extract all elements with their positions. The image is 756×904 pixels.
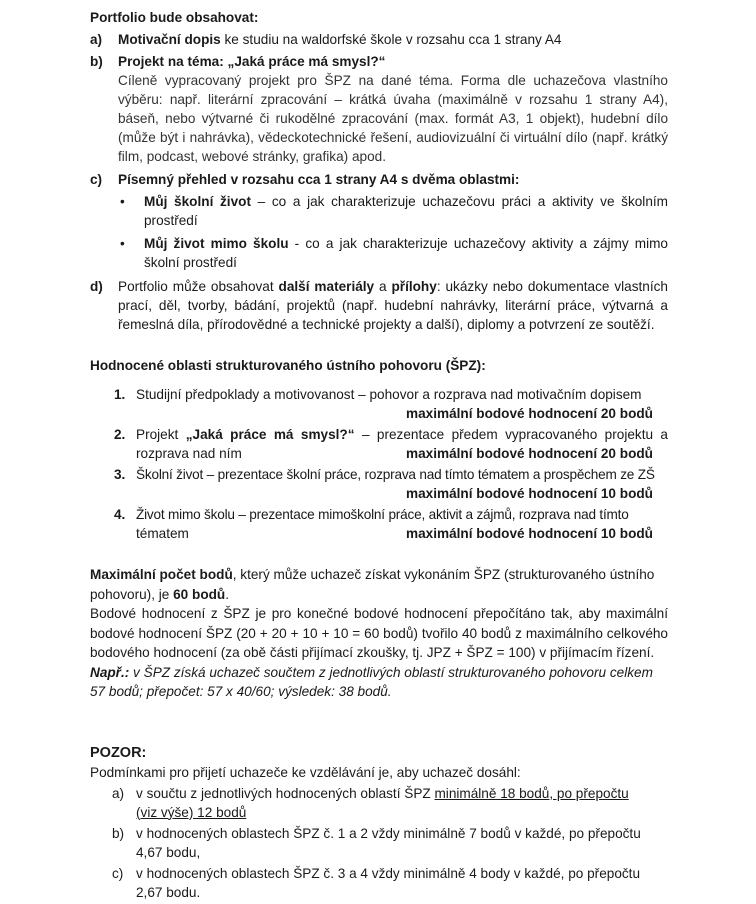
area-text: Projekt [136, 427, 186, 442]
max-points-text: , který může uchazeč získat vykonáním ŠPZ (strukturovaného ústního pohovoru), je [90, 567, 655, 602]
item-a-text: ke studiu na waldorfské škole v rozsahu cca 1 strany A4 [220, 32, 562, 47]
area-item [114, 425, 668, 463]
pozor-intro: Podmínkami pro přijetí uchazeče ke vzdělávání je, aby uchazeč dosáhl: [90, 764, 521, 780]
bullet-bold: Můj školní život [144, 194, 251, 209]
item-a-bold: Motivační dopis [118, 32, 221, 47]
item-d-text: Portfolio může obsahovat [118, 279, 279, 294]
item-b-title: Projekt na téma: „Jaká práce má smysl?“ [118, 54, 386, 69]
item-d-bold: přílohy [391, 279, 437, 294]
document-page [90, 6, 668, 902]
area-text: Školní život – prezentace školní práce, rozprava nad tímto tématem a prospěchem ze ZŠ [136, 467, 655, 482]
item-d-text: a [374, 279, 392, 294]
recalc-paragraph: Bodové hodnocení z ŠPZ je pro konečné bodové hodnocení přepočítáno tak, aby maximální bodové hodnocení ŠPZ (20 + 20 + 10 + 10 = 60 bodů) tvořilo 40 bodů z maximálního celkového bodového hodnocení (za obě části přijímací zkoušky, tj. JPZ + ŠPZ = 100) v přijímacím řízení. [90, 606, 668, 660]
areas-list [90, 385, 668, 543]
area-number: 3. [114, 467, 126, 482]
example-label: Např.: [90, 664, 130, 680]
pozor-heading: POZOR: [90, 744, 147, 761]
area-number: 1. [114, 387, 126, 402]
item-label: c) [90, 172, 103, 187]
area-score: maximální bodové hodnocení 20 bodů [406, 446, 653, 461]
bullet-icon: • [120, 194, 125, 209]
max-points-paragraph [90, 565, 668, 604]
area-score: maximální bodové hodnocení 20 bodů [406, 406, 653, 421]
portfolio-heading: Portfolio bude obsahovat: [90, 10, 259, 25]
max-points-text: . [225, 586, 230, 602]
pozor-item-label: b) [112, 825, 125, 841]
max-points-bold: 60 bodů [173, 586, 226, 602]
example-text: v ŠPZ získá uchazeč součtem z jednotlivých oblastí strukturovaného pohovoru celkem 57 bodů; přepočet: 57 x 40/60; výsledek: 38 bodů. [90, 664, 653, 699]
portfolio-item-d [90, 277, 668, 334]
portfolio-item-b [90, 52, 668, 166]
area-text: Studijní předpoklady a motivovanost – pohovor a rozprava nad motivačním dopisem [136, 387, 642, 402]
pozor-item-label: a) [112, 785, 125, 801]
pozor-item [112, 824, 668, 862]
item-label: b) [90, 54, 103, 69]
bullet-text: – co a jak charakterizuje uchazečovu práci a aktivity ve školním prostředí [144, 194, 668, 228]
portfolio-item-c [90, 170, 668, 189]
pozor-item-text: v součtu z jednotlivých hodnocených oblastí ŠPZ [136, 785, 435, 801]
area-item [114, 465, 668, 503]
area-score: maximální bodové hodnocení 10 bodů [406, 486, 653, 501]
area-number: 2. [114, 427, 126, 442]
pozor-item-label: c) [112, 865, 124, 881]
area-item [114, 385, 668, 423]
example-paragraph [90, 663, 668, 702]
item-label: a) [90, 32, 103, 47]
max-points-bold: Maximální počet bodů [90, 567, 233, 582]
bullet-text: - co a jak charakterizuje uchazečovy aktivity a zájmy mimo školní prostředí [144, 236, 668, 270]
bullet-item [118, 234, 668, 272]
item-label: d) [90, 279, 103, 294]
item-d-bold: další materiály [278, 279, 375, 294]
item-b-text: Cíleně vypracovaný projekt pro ŠPZ na dané téma. Forma dle uchazečova vlastního výběru: např. literární zpracování – krátká úvaha (maximálně v rozsahu 1 strany A4), báseň, nebo výtvarné či rukodělné zpracování (max. formát A3, 1 objekt), hudební dílo (může být i nahrávka), vědeckotechnické řešení, audiovizuální či virtuální dílo (např. krátký film, podcast, webové stránky, grafika) apod. [118, 73, 668, 164]
area-text: Život mimo školu – prezentace mimoškolní práce, aktivit a zájmů, rozprava nad tímto [136, 507, 629, 522]
bullet-item [118, 192, 668, 230]
area-text: tématem [136, 526, 189, 541]
bullet-icon: • [120, 236, 125, 251]
item-d-text: : ukázky nebo dokumentace vlastních prací, děl, tvorby, bádání, projektů (např. hudební nahrávky, literární práce, výtvarná a řemeslná díla, přírodovědné a technické projekty a další), diplomy a potvrzení ze soutěží. [118, 279, 668, 332]
item-c-title: Písemný přehled v rozsahu cca 1 strany A4 s dvěma oblastmi: [118, 172, 520, 187]
pozor-item [112, 784, 668, 822]
area-bold: „Jaká práce má smysl?“ [185, 427, 355, 442]
bullet-bold: Můj život mimo školu [144, 236, 289, 251]
area-text: rozprava nad ním [136, 446, 242, 461]
area-number: 4. [114, 507, 126, 522]
areas-heading: Hodnocené oblasti strukturovaného ústního pohovoru (ŠPZ): [90, 358, 486, 373]
pozor-item-text: v hodnocených oblastech ŠPZ č. 1 a 2 vždy minimálně 7 bodů v každé, po přepočtu 4,67 bodu, [136, 825, 641, 860]
pozor-item-underlined: minimálně 18 bodů, po přepočtu (viz výše) 12 bodů [136, 785, 629, 820]
area-text: – prezentace předem vypracovaného projektu a [354, 427, 668, 442]
portfolio-item-a [90, 30, 668, 49]
area-item [114, 505, 668, 543]
area-score: maximální bodové hodnocení 10 bodů [406, 526, 653, 541]
pozor-item [112, 864, 668, 902]
pozor-item-text: v hodnocených oblastech ŠPZ č. 3 a 4 vždy minimálně 4 body v každé, po přepočtu 2,67 bodu. [136, 865, 641, 900]
